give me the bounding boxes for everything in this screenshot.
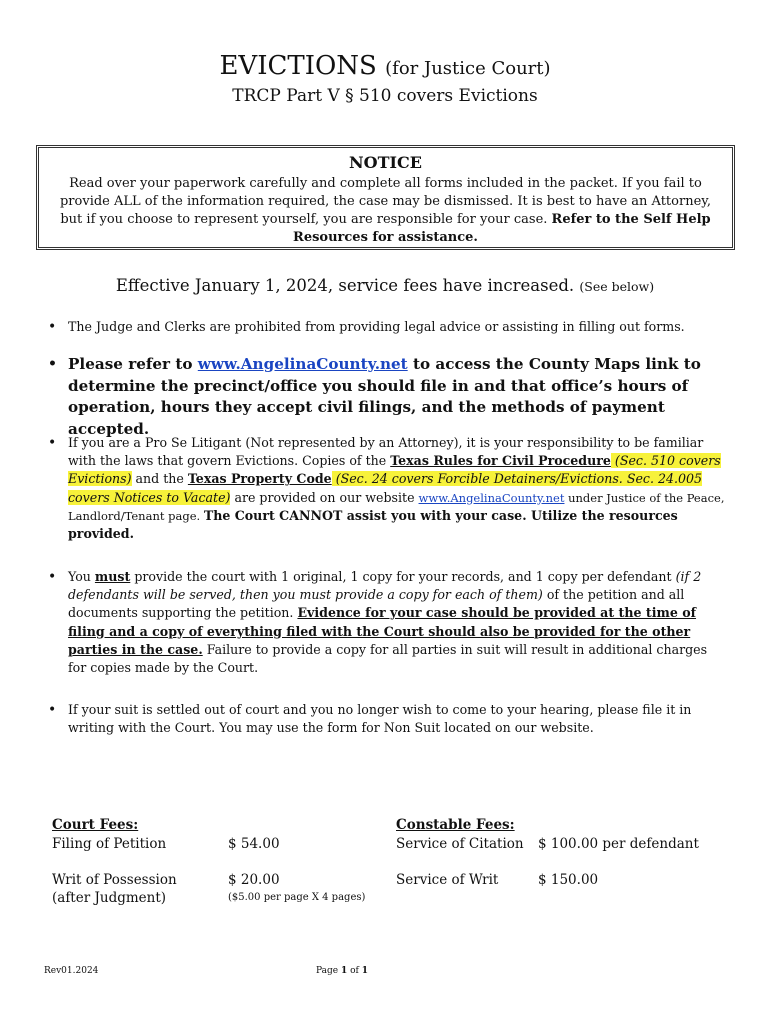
property-code-ref: Texas Property Code [187, 471, 332, 487]
bullet4-italic: (if 2 defendants will be served, then you must provide a copy for each of them) [68, 569, 702, 603]
writ-fee-note: ($5.00 per page X 4 pages) [228, 892, 366, 903]
court-fees-heading: Court Fees: [52, 817, 139, 833]
title-paren: (for Justice Court) [385, 58, 551, 79]
county-website-link-2[interactable]: www.AngelinaCounty.net [418, 490, 565, 505]
effective-date-note [0, 276, 770, 295]
notice-box [36, 145, 735, 250]
service-citation-label: Service of Citation [396, 836, 524, 852]
effective-text: Effective January 1, 2024, service fees have increased. [115, 276, 580, 295]
bullet-pro-se [48, 434, 728, 543]
page-title [0, 50, 770, 85]
bullet3-text-3: are provided on our website [230, 489, 419, 505]
bullet2-pre: Please refer to [68, 355, 198, 373]
bullet-list-5 [48, 701, 728, 737]
bullet-list-1 [48, 318, 728, 336]
bullet-copies [48, 568, 728, 677]
notice-text: Read over your paperwork carefully and complete all forms included in the packet. If you fail to provide ALL of the information required, the case may be dismissed. It is best to have an Attorney, but if you choose to represent yourself, you are responsible for your case. [59, 176, 712, 227]
title-main: EVICTIONS [219, 51, 377, 81]
bullet3-text-1: If you are a Pro Se Litigant (Not represented by an Attorney), it is your responsibility to be familiar with the laws that govern Evictions. Copies of the [68, 435, 704, 469]
bullet3-bold: The Court CANNOT assist you with your case. Utilize the resources provided. [68, 507, 678, 542]
notice-body [49, 175, 722, 247]
bullet3-text-2: and the [131, 471, 188, 487]
filing-petition-fee: $ 54.00 [228, 836, 280, 852]
must-emphasis: must [94, 569, 131, 584]
highlight-sec-24: (Sec. 24 covers Forcible Detainers/Evictions. Sec. 24.005 covers Notices to Vacate) [68, 471, 703, 505]
bullet4-text-4: Failure to provide a copy for all parties in suit will result in additional charges for copies made by the Court. [68, 641, 708, 676]
evidence-requirement: Evidence for your case should be provided at the time of filing and a copy of everything filed with the Court should also be provided for the other parties in the case. [68, 605, 697, 657]
bullet2-post: to access the County Maps link to determine the precinct/office you should file in and that office’s hours of operation, hours they accept civil filings, and the methods of payment accepted. [68, 355, 701, 438]
after-judgment-label: (after Judgment) [52, 890, 167, 906]
bullet4-text-2: provide the court with 1 original, 1 copy for your records, and 1 copy per defendant [130, 569, 676, 584]
effective-see-below: (See below) [579, 279, 655, 294]
service-writ-label: Service of Writ [396, 872, 499, 888]
county-website-link[interactable]: www.AngelinaCounty.net [197, 355, 408, 373]
highlight-sec-510: (Sec. 510 covers Evictions) [68, 453, 721, 487]
writ-possession-label: Writ of Possession [52, 872, 177, 888]
civil-procedure-rules-ref: Texas Rules for Civil Procedure [390, 453, 611, 469]
bullet-list-3 [48, 434, 728, 543]
bullet-list-2 [48, 354, 728, 440]
service-citation-fee: $ 100.00 per defendant [538, 836, 699, 852]
bullet-no-legal-advice: • The Judge and Clerks are prohibited from providing legal advice or assisting in filling out forms. [48, 318, 728, 336]
page-number: Page 1 of 1 [316, 966, 368, 976]
notice-bold-text: Refer to the Self Help Resources for assistance. [293, 212, 711, 245]
constable-fees-heading: Constable Fees: [396, 817, 515, 833]
filing-petition-label: Filing of Petition [52, 836, 167, 852]
page-subtitle: TRCP Part V § 510 covers Evictions [232, 86, 538, 106]
bullet-non-suit: • If your suit is settled out of court and you no longer wish to come to your hearing, please file it in writing with the Court. You may use the form for Non Suit located on our website. [48, 701, 728, 737]
service-writ-fee: $ 150.00 [538, 872, 599, 888]
bullet-county-maps [48, 354, 728, 440]
bullet-list-4 [48, 568, 728, 677]
bullet4-text-3: of the petition and all documents supporting the petition. [68, 587, 685, 621]
bullet3-text-4: under Justice of the Peace, Landlord/Tenant page. [68, 490, 725, 523]
revision-label: Rev01.2024 [44, 966, 99, 976]
writ-possession-fee: $ 20.00 [228, 872, 280, 888]
bullet4-text-1: You [68, 569, 95, 584]
notice-heading: NOTICE [349, 153, 422, 172]
